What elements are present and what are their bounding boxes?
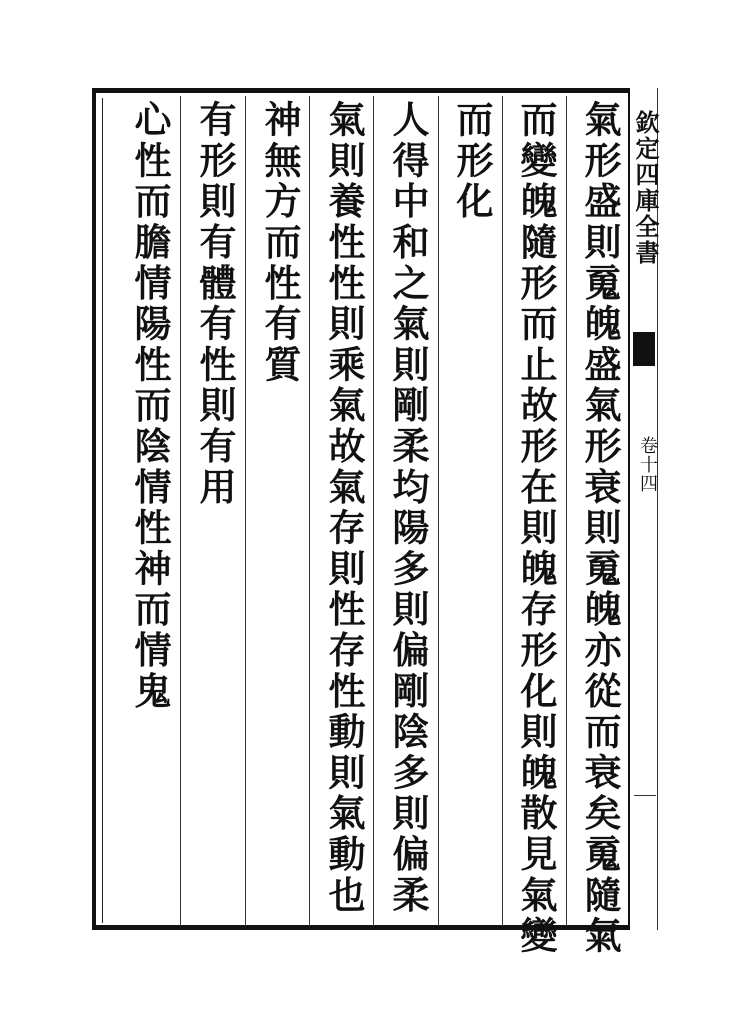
margin-tick <box>634 795 656 796</box>
column-rule <box>245 96 246 926</box>
column-rule <box>502 96 503 926</box>
column-rule <box>373 96 374 926</box>
frame-inner-line <box>102 98 103 923</box>
column-rule <box>566 96 567 926</box>
volume-label: 卷十四 <box>637 436 658 493</box>
column-rule <box>309 96 310 926</box>
column-rule <box>438 96 439 926</box>
text-column-2: 而變魄隨形而止故形在則魄存形化則魄散見氣變 <box>514 100 558 957</box>
text-column-7: 有形則有體有性則有用 <box>193 100 237 508</box>
text-column-6: 神無方而性有質 <box>258 100 302 386</box>
book-title: 欽定四庫全書 <box>631 110 660 266</box>
text-column-3: 而形化 <box>450 100 494 223</box>
text-column-5: 氣則養性性則乘氣故氣存則性存性動則氣動也 <box>322 100 366 916</box>
column-rule <box>180 96 181 926</box>
text-column-1: 氣形盛則䰟魄盛氣形衰則䰟魄亦從而衰矣䰟隨氣 <box>578 100 622 957</box>
fishtail-mark <box>633 332 655 366</box>
text-column-8: 心性而膽情陽性而陰情性神而情鬼 <box>128 100 172 712</box>
text-column-4: 人得中和之氣則剛柔均陽多則偏剛陰多則偏柔 <box>386 100 430 916</box>
